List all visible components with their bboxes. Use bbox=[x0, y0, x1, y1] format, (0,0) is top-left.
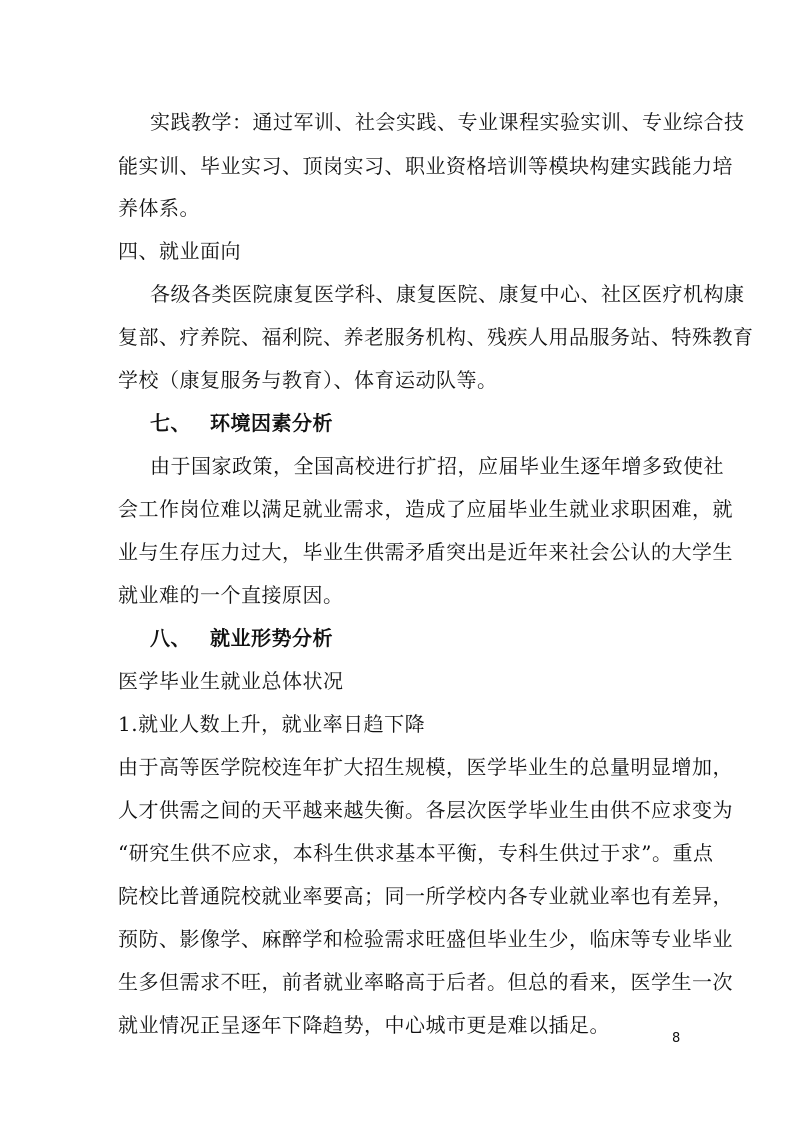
paragraph-employment-line-3: 学校（康复服务与教育）、体育运动队等。 bbox=[118, 368, 498, 392]
heading-seven-number: 七、 bbox=[150, 411, 191, 435]
paragraph-situation-line-1: 由于高等医学院校连年扩大招生规模，医学毕业生的总量明显增加， bbox=[118, 755, 733, 779]
paragraph-practice-line-1: 实践教学：通过军训、社会实践、专业课程实验实训、专业综合技 bbox=[150, 110, 745, 134]
heading-seven-title: 环境因素分析 bbox=[210, 411, 333, 435]
paragraph-situation-line-5: 预防、影像学、麻醉学和检验需求旺盛但毕业生少，临床等专业毕业 bbox=[118, 927, 733, 951]
section-four-title: 四、就业面向 bbox=[118, 239, 241, 263]
page-number: 8 bbox=[672, 1031, 681, 1046]
subheading-overall: 医学毕业生就业总体状况 bbox=[118, 669, 344, 693]
paragraph-employment-line-2: 复部、疗养院、福利院、养老服务机构、残疾人用品服务站、特殊教育 bbox=[118, 325, 754, 349]
subheading-point-1: 1.就业人数上升，就业率日趋下降 bbox=[118, 712, 426, 736]
paragraph-situation-line-6: 生多但需求不旺，前者就业率略高于后者。但总的看来，医学生一次 bbox=[118, 970, 733, 994]
paragraph-environment-line-2: 会工作岗位难以满足就业需求，造成了应届毕业生就业求职困难，就 bbox=[118, 497, 733, 521]
heading-eight-number: 八、 bbox=[150, 626, 191, 650]
paragraph-situation-line-3: “研究生供不应求，本科生供求基本平衡，专科生供过于求”。重点 bbox=[118, 841, 714, 865]
paragraph-employment-line-1: 各级各类医院康复医学科、康复医院、康复中心、社区医疗机构康 bbox=[150, 282, 745, 306]
paragraph-situation-line-4: 院校比普通院校就业率要高；同一所学校内各专业就业率也有差异， bbox=[118, 884, 733, 908]
paragraph-practice-line-3: 养体系。 bbox=[118, 196, 200, 220]
paragraph-environment-line-3: 业与生存压力过大，毕业生供需矛盾突出是近年来社会公认的大学生 bbox=[118, 540, 733, 564]
paragraph-situation-line-2: 人才供需之间的天平越来越失衡。各层次医学毕业生由供不应求变为 bbox=[118, 798, 733, 822]
heading-eight-title: 就业形势分析 bbox=[210, 626, 333, 650]
paragraph-environment-line-1: 由于国家政策，全国高校进行扩招，应届毕业生逐年增多致使社 bbox=[150, 454, 724, 478]
paragraph-practice-line-2: 能实训、毕业实习、顶岗实习、职业资格培训等模块构建实践能力培 bbox=[118, 154, 733, 178]
paragraph-environment-line-4: 就业难的一个直接原因。 bbox=[118, 583, 344, 607]
paragraph-situation-line-7: 就业情况正呈逐年下降趋势，中心城市更是难以插足。 bbox=[118, 1013, 610, 1037]
